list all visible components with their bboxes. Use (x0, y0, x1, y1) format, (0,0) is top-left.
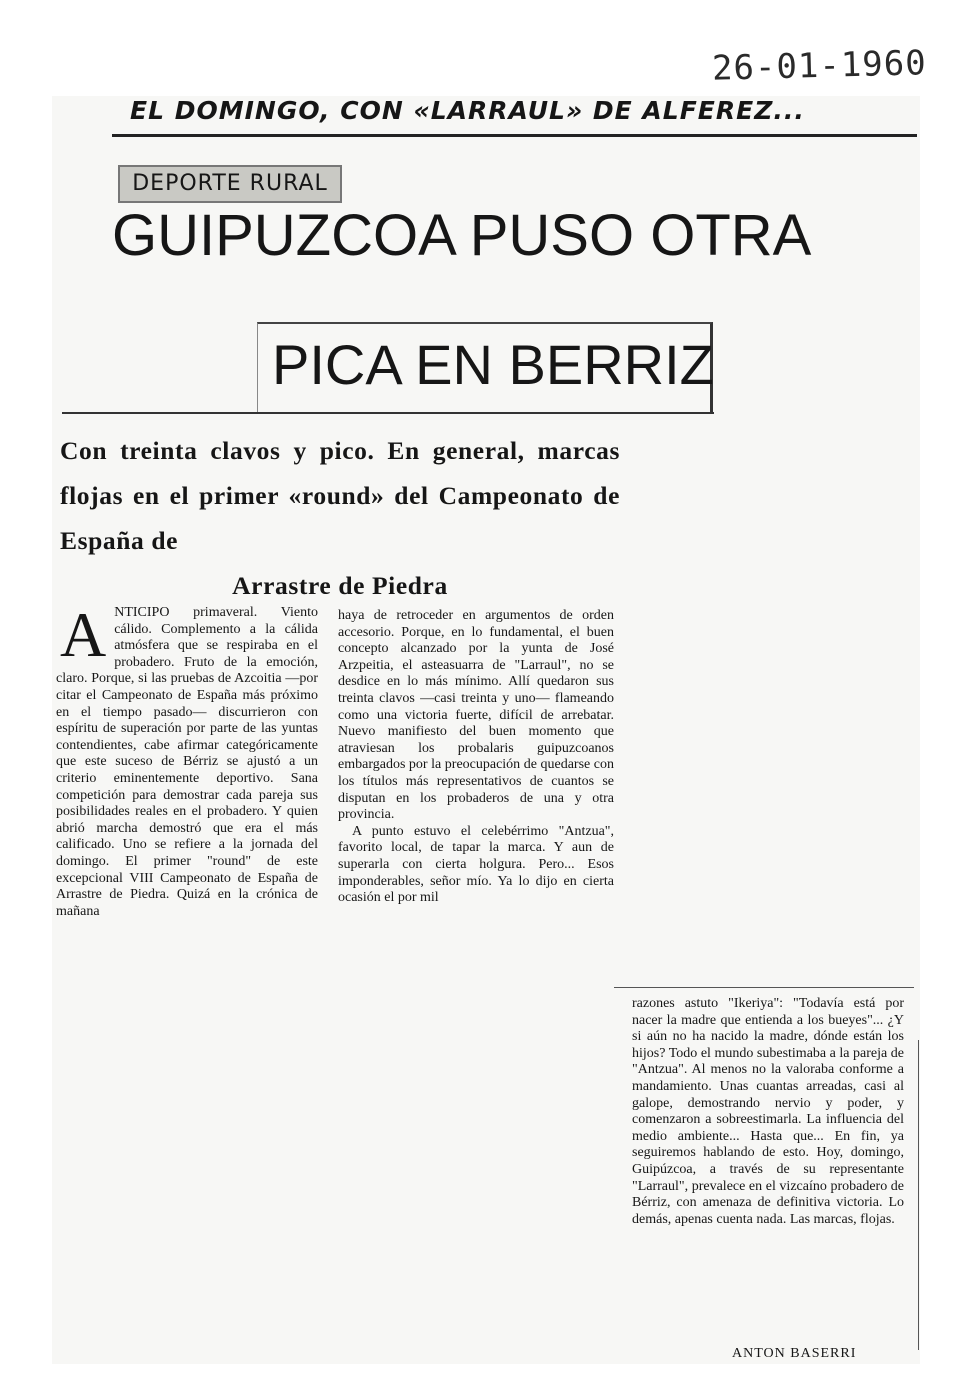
column-3-text: razones astuto "Ikeriya": "Todavía está por nacer la madre que entienda a los bueyes"... ¿Y si aún no ha nacido la madre, dónde están los hijos? Todo el mundo subestimaba a la pareja de "Antzua". Al menos no la valoraba conforme a mandamiento. Unas cuantas arreadas, casi al galope, demostrando nervio y poder, y comenzaron a sobreestimarla. La influencia del medio ambiente... Hasta que... En fin, ya seguiremos hablando de esto. Hoy, domingo, Guipúzcoa, a través de su representante "Larraul", prevalece en el vizcaíno probadero de Bérriz, con amenaza de definitiva victoria. Lo demás, apenas cuenta nada. Las marcas, flojas. (632, 996, 904, 1227)
article-column-2 (338, 608, 614, 907)
section-label: DEPORTE RURAL (118, 165, 342, 203)
author-signature: ANTON BASERRI (732, 1346, 857, 1361)
drop-cap: A (60, 599, 107, 670)
subheadline (60, 428, 620, 608)
column-1-text: NTICIPO primaveral. Viento cálido. Complemento a la cálida atmósfera que se respiraba en el probadero. Fruto de la emoción, claro. Porque, si las pruebas de Azcoitia —por citar el Campeonato de España más próximo en el tiempo pasado— discurrieron con espíritu de superación por parte de las yuntas contendientes, cabe afirmar categóricamente que este suceso de Bérriz se ajustó a un criterio eminentemente deportivo. Sana competición para demostrar cada pareja sus posibilidades reales en el probadero. Y quien abrió marcha demostró que era el más calificado. Uno se refiere a la jornada del domingo. El primer "round" de este excepcional VIII Campeonato de España de Arrastre de Piedra. Quizá en la crónica de mañana (56, 605, 318, 919)
subheadline-last-line: Arrastre de Piedra (232, 571, 448, 600)
column-3-top-rule (614, 987, 914, 988)
column-3-side-rule (918, 1040, 919, 1350)
column-2-paragraph-1: haya de retroceder en argumentos de orden accesorio. Porque, en lo fundamental, el buen concepto alcanzado por la yunta de José Arzpeitia, el asteasuarra de "Larraul", no se desdice en lo más mínimo. Allí quedaron sus treinta clavos —casi treinta y uno— flameando como una victoria fuerte, difícil de arrebatar. Nuevo manifiesto del buen momento que atraviesan los probalaris guipuzcoanos embargados por la preocupación de quedarse con los títulos más representativos de cuantos se disputan en los probaderos de una y otra provincia. (338, 608, 614, 823)
subheadline-main: Con treinta clavos y pico. En general, marcas flojas en el primer «round» del Campeonato de España de (60, 436, 620, 555)
handwritten-date: 26-01-1960 (711, 43, 928, 89)
headline-line-1: GUIPUZCOA PUSO OTRA (112, 203, 812, 268)
article-column-1 (56, 599, 318, 920)
kicker-headline: EL DOMINGO, CON «LARRAUL» DE ALFEREZ... (130, 96, 805, 125)
column-2-paragraph-2: A punto estuvo el celebérrimo "Antzua", favorito local, de tapar la marca. Y aun de superarla con cierta holgura. Pero... Esos imponderables, señor mío. Ya lo dijo en cierta ocasión el por mil (338, 823, 614, 906)
headline-line-2: PICA EN BERRIZ (272, 333, 714, 396)
article-column-3 (632, 996, 904, 1228)
headline-divider (62, 412, 714, 414)
